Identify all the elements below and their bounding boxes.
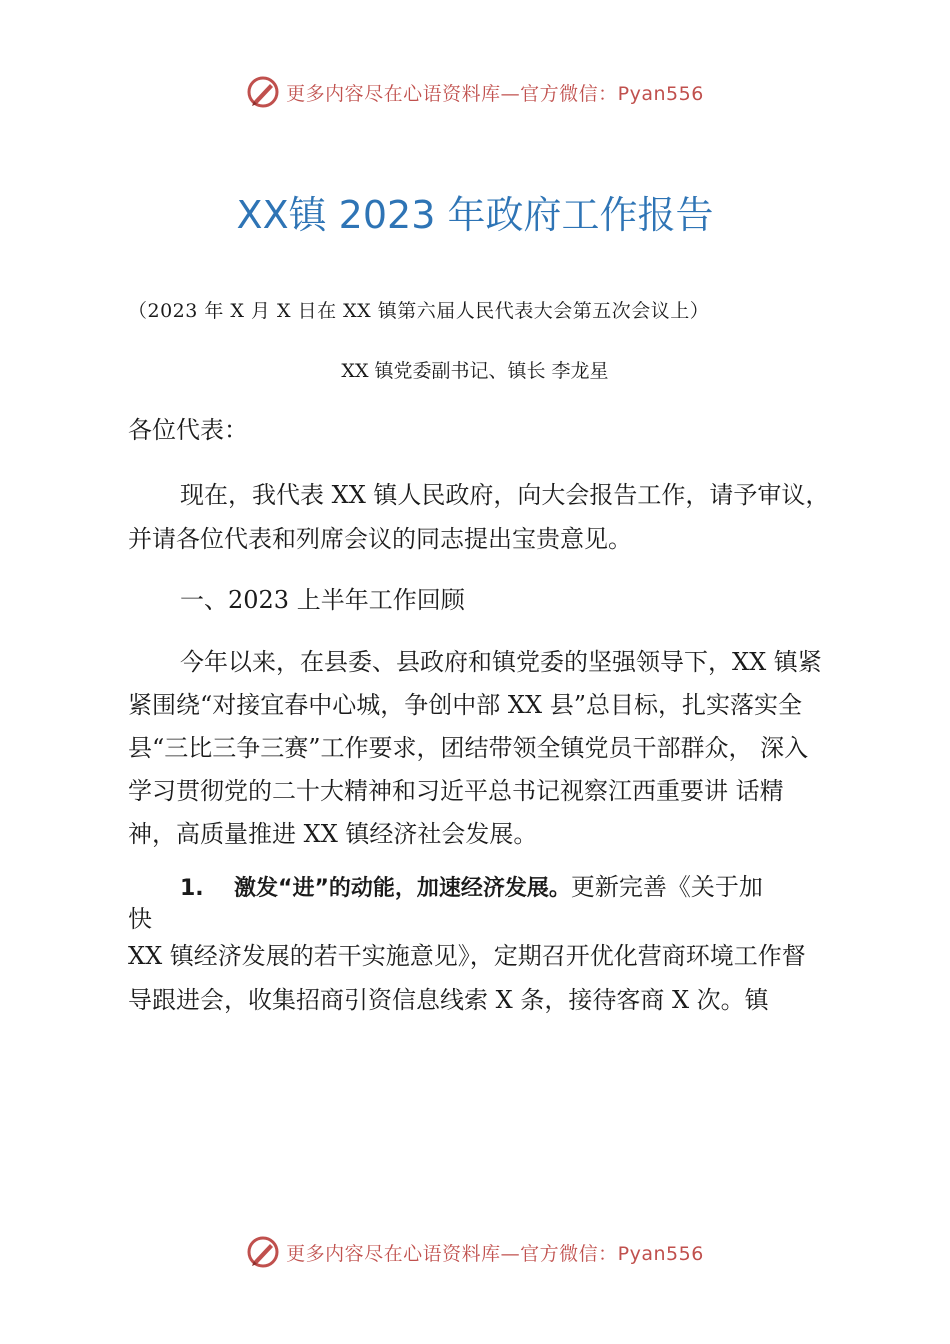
footer-banner [0, 1232, 950, 1272]
body-line-5: 神，高质量推进 XX 镇经济社会发展。 [128, 820, 538, 848]
document-title: XX镇 2023 年政府工作报告 [236, 193, 714, 237]
document-author: XX 镇党委副书记、镇长 李龙星 [341, 360, 609, 382]
item-1-text: 更新完善《关于加 [570, 873, 763, 901]
item-1-line-1 [180, 872, 763, 904]
body-line-2: 紧围绕“对接宜春中心城，争创中部 XX 县”总目标，扎实落实全 [128, 691, 802, 719]
banner-text: 更多内容尽在心语资料库—官方微信：Pyan556 [286, 82, 704, 105]
body-line-1: 今年以来，在县委、县政府和镇党委的坚强领导下，XX 镇紧 [180, 648, 822, 676]
body-line-4: 学习贯彻党的二十大精神和习近平总书记视察江西重要讲 话精 [128, 777, 784, 805]
item-1-line-4: 导跟进会，收集招商引资信息线索 X 条，接待客商 X 次。镇 [128, 986, 769, 1014]
item-1-number: 1. [180, 876, 204, 901]
section-heading: 一、2023 上半年工作回顾 [180, 586, 465, 614]
document-subtitle: （2023 年 X 月 X 日在 XX 镇第六届人民代表大会第五次会议上） [128, 300, 710, 322]
pen-logo-icon [246, 1235, 280, 1269]
header-banner [0, 72, 950, 112]
body-line-3: 县“三比三争三赛”工作要求，团结带领全镇党员干部群众， 深入 [128, 734, 809, 762]
banner-text: 更多内容尽在心语资料库—官方微信：Pyan556 [286, 1242, 704, 1265]
greeting: 各位代表： [128, 416, 248, 444]
item-1-line-3: XX 镇经济发展的若干实施意见》，定期召开优化营商环境工作督 [128, 942, 806, 970]
intro-line-1: 现在，我代表 XX 镇人民政府，向大会报告工作，请予审议， [180, 481, 830, 509]
pen-logo-icon [246, 75, 280, 109]
item-1-line-2: 快 [128, 905, 152, 933]
intro-line-2: 并请各位代表和列席会议的同志提出宝贵意见。 [128, 525, 632, 553]
item-1-heading: 激发“进”的动能，加速经济发展。 [234, 876, 571, 901]
